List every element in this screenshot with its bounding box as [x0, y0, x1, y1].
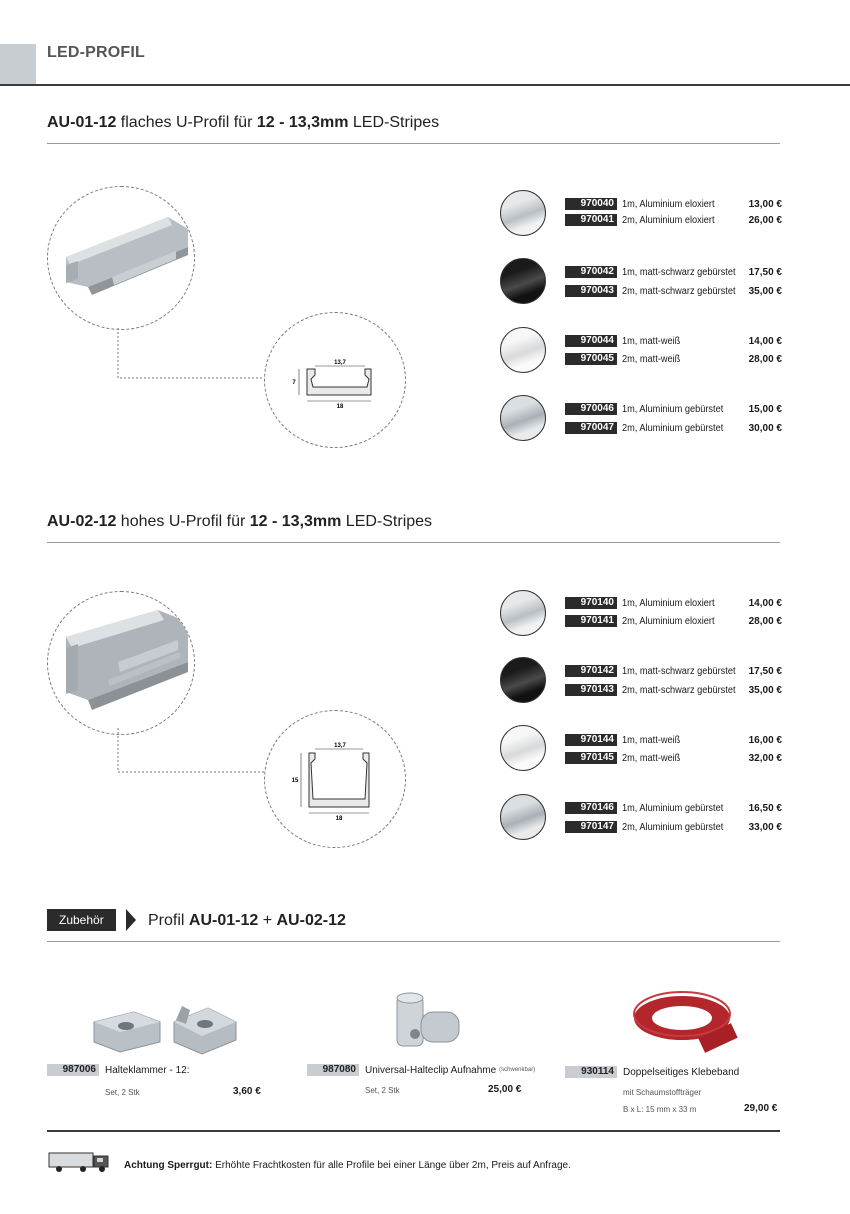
section1-connector-line — [117, 328, 267, 380]
article-number: 970141 — [565, 615, 617, 627]
article-number: 970145 — [565, 752, 617, 764]
section1-dim-top: 13,7 — [334, 360, 346, 366]
variant-row — [565, 333, 782, 349]
variant-price: 14,00 € — [748, 597, 782, 609]
section1-dim-bottom: 18 — [336, 404, 344, 410]
accessories-tag: Zubehör — [47, 909, 116, 931]
variant-row — [565, 732, 782, 748]
variant-desc: 2m, Aluminium gebürstet — [622, 422, 724, 434]
accessories-title: Profil AU-01-12 + AU-02-12 — [148, 912, 346, 929]
article-number: 970144 — [565, 734, 617, 746]
section2-dim-height: 15 — [291, 778, 299, 784]
variant-row — [565, 800, 782, 816]
truck-icon — [47, 1150, 117, 1174]
article-number: 970140 — [565, 597, 617, 609]
accessory-name-note: (schwenkbar) — [499, 1067, 536, 1073]
accessory-sub-dimensions: B x L: 15 mm x 33 m — [623, 1105, 697, 1114]
variant-row — [565, 750, 782, 766]
accessory-item-3 — [565, 1066, 739, 1078]
article-number: 970043 — [565, 285, 617, 297]
variant-price: 26,00 € — [748, 214, 782, 226]
section1-swatch-silver — [500, 190, 546, 236]
accessory-sub: Set, 2 Stk — [365, 1086, 400, 1095]
header-tab-marker — [0, 44, 36, 84]
section2-title: AU-02-12 hohes U-Profil für 12 - 13,3mm LED-Stripes — [47, 513, 433, 530]
article-number: 970147 — [565, 821, 617, 833]
variant-price: 35,00 € — [748, 285, 782, 297]
bulky-goods-note: Achtung Sperrgut: Erhöhte Frachtkosten für alle Profile bei einer Länge über 2m, Preis auf Anfrage. — [124, 1160, 571, 1171]
variant-row — [565, 682, 782, 698]
article-number: 970047 — [565, 422, 617, 434]
article-number: 970041 — [565, 214, 617, 226]
article-number: 970044 — [565, 335, 617, 347]
section1-variant-list — [565, 333, 782, 367]
klebeband-image — [630, 990, 740, 1056]
article-number: 970040 — [565, 198, 617, 210]
variant-desc: 1m, Aluminium eloxiert — [622, 198, 715, 210]
accessory-sub: Set, 2 Stk — [105, 1088, 140, 1097]
section1-swatch-brushed — [500, 395, 546, 441]
article-number: 970046 — [565, 403, 617, 415]
variant-price: 28,00 € — [748, 353, 782, 365]
section2-dim-top: 13,7 — [334, 743, 346, 749]
variant-row — [565, 595, 782, 611]
section1-variant-list — [565, 264, 782, 299]
section2-swatch-black — [500, 657, 546, 703]
section2-rule — [47, 542, 780, 543]
variant-desc: 1m, matt-weiß — [622, 335, 681, 347]
variant-price: 30,00 € — [748, 422, 782, 434]
accessories-rule — [47, 941, 780, 942]
section1-rule — [47, 143, 780, 144]
variant-price: 17,50 € — [748, 266, 782, 278]
section2-connector-line — [117, 728, 267, 776]
section2-profile-photo — [47, 591, 195, 735]
variant-row — [565, 420, 782, 436]
section2-swatch-white — [500, 725, 546, 771]
accessory-article-number: 930114 — [565, 1066, 617, 1078]
section1-variant-list — [565, 401, 782, 436]
article-number: 970042 — [565, 266, 617, 278]
variant-desc: 1m, Aluminium gebürstet — [622, 403, 724, 415]
halteclip-image — [385, 990, 465, 1060]
section2-variant-list — [565, 595, 782, 629]
variant-price: 17,50 € — [748, 665, 782, 677]
accessory-article-number: 987006 — [47, 1064, 99, 1076]
variant-desc: 2m, Aluminium gebürstet — [622, 821, 724, 833]
variant-price: 33,00 € — [748, 821, 782, 833]
variant-price: 16,50 € — [748, 802, 782, 814]
accessory-article-number: 987080 — [307, 1064, 359, 1076]
section2-dim-bottom: 18 — [335, 816, 343, 822]
variant-price: 28,00 € — [748, 615, 782, 627]
accessory-name: Universal-Halteclip Aufnahme — [365, 1064, 497, 1076]
header-rule — [0, 84, 850, 86]
article-number: 970045 — [565, 353, 617, 365]
variant-row — [565, 283, 782, 299]
variant-row — [565, 264, 782, 280]
variant-desc: 1m, matt-schwarz gebürstet — [622, 665, 736, 677]
variant-price: 32,00 € — [748, 752, 782, 764]
variant-desc: 2m, matt-weiß — [622, 752, 681, 764]
accessory-price: 25,00 € — [488, 1084, 522, 1095]
variant-row — [565, 401, 782, 417]
section2-swatch-silver — [500, 590, 546, 636]
accessory-price: 3,60 € — [233, 1086, 261, 1097]
accessory-name: Doppelseitiges Klebeband — [623, 1066, 740, 1078]
section2-variant-list — [565, 732, 782, 766]
section2-swatch-brushed — [500, 794, 546, 840]
section1-crosssection-drawing — [264, 312, 406, 448]
variant-row — [565, 196, 782, 212]
variant-desc: 1m, Aluminium eloxiert — [622, 597, 715, 609]
section1-title: AU-01-12 flaches U-Profil für 12 - 13,3mm LED-Stripes — [47, 114, 440, 131]
variant-desc: 2m, matt-schwarz gebürstet — [622, 684, 736, 696]
variant-row — [565, 613, 782, 629]
section2-variant-list — [565, 800, 782, 835]
accessory-item-1 — [47, 1064, 189, 1076]
article-number: 970143 — [565, 684, 617, 696]
variant-desc: 2m, matt-weiß — [622, 353, 681, 365]
accessory-item-2 — [307, 1064, 535, 1076]
section1-dim-height: 7 — [292, 380, 296, 386]
variant-desc: 1m, matt-schwarz gebürstet — [622, 266, 736, 278]
variant-row — [565, 819, 782, 835]
variant-price: 13,00 € — [748, 198, 782, 210]
variant-desc: 2m, matt-schwarz gebürstet — [622, 285, 736, 297]
variant-price: 35,00 € — [748, 684, 782, 696]
section2-crosssection-drawing — [264, 710, 406, 848]
article-number: 970146 — [565, 802, 617, 814]
variant-row — [565, 351, 782, 367]
accessory-name: Halteklammer - 12: — [105, 1064, 190, 1076]
variant-desc: 2m, Aluminium eloxiert — [622, 615, 715, 627]
accessory-price: 29,00 € — [744, 1103, 778, 1114]
halteklammer-image — [90, 1000, 240, 1056]
variant-price: 16,00 € — [748, 734, 782, 746]
accessories-tag-arrow — [126, 909, 136, 931]
page-header-title: LED-PROFIL — [47, 44, 145, 61]
section1-swatch-white — [500, 327, 546, 373]
section2-variant-list — [565, 663, 782, 698]
variant-row — [565, 212, 782, 228]
variant-price: 15,00 € — [748, 403, 782, 415]
variant-price: 14,00 € — [748, 335, 782, 347]
accessory-sub: mit Schaumstoffträger — [623, 1088, 702, 1097]
section1-profile-photo — [47, 186, 195, 330]
variant-desc: 1m, matt-weiß — [622, 734, 681, 746]
footer-rule — [47, 1130, 780, 1132]
variant-row — [565, 663, 782, 679]
section1-variant-list — [565, 196, 782, 228]
variant-desc: 1m, Aluminium gebürstet — [622, 802, 724, 814]
article-number: 970142 — [565, 665, 617, 677]
section1-swatch-black — [500, 258, 546, 304]
variant-desc: 2m, Aluminium eloxiert — [622, 214, 715, 226]
